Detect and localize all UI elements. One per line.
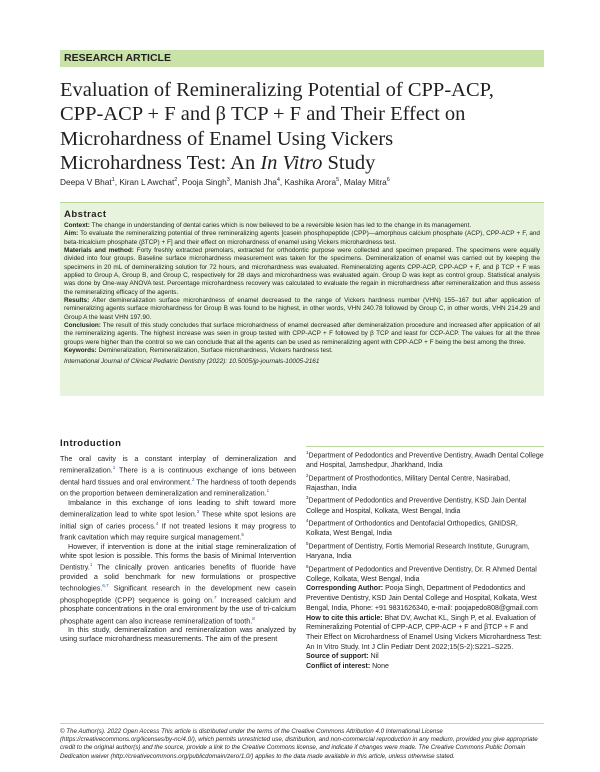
- title-line-3: Microhardness of Enamel Using Vickers: [60, 127, 394, 150]
- journal-citation: International Journal of Clinical Pediatric Dentistry (2022): 10.5005/jp-journals-10005-2161: [64, 357, 320, 365]
- title-line-2: CPP-ACP + F and β TCP + F and Their Effect on: [60, 103, 466, 126]
- title-line-4-suffix: Study: [322, 151, 376, 174]
- title-line-1: Evaluation of Remineralizing Potential of CPP-ACP,: [60, 79, 494, 101]
- affiliation: $^1$Department of Pedodontics and Preventive Dentistry, Awadh Dental College and Hospital, Jamshedpur, Jharkhand, India: [306, 450, 544, 470]
- author-affil-sup: 1: [111, 177, 115, 184]
- article-title: [60, 78, 550, 175]
- abstract-aim: Aim: To evaluate the remineralizing potential of three remineralizing agents [casein phosphopeptide (CPP)—amorphous calcium phosphate (ACP), CPP-ACP + F, and beta-tricalcium phosphate (βTCP) + F] and their effect on microhardness of enamel using Vickers microhardness test.: [64, 230, 540, 246]
- license-footer: © The Author(s). 2022 Open Access This article is distributed under the terms of the Creative Commons Attribution 4.0 International License (https://creativecommons.org/licenses/by-nc/4.0/), which permits unrestricted use, distribution, and non-commercial reproduction in any medium, provided you give appropriate credit to the original author(s) and the source, provide a link to the Creative Commons license, and indicate if changes were made. The Creative Commons Public Domain Dedication waiver (http://creativecommons.org/publicdomain/zero/1.0/) applies to the data made available in this article, unless otherwise stated.: [60, 728, 538, 760]
- abstract-box: [60, 202, 544, 396]
- abstract-context: Context: The change in understanding of dental caries which is now believed to be a reversible lesion has led to the change in its management.: [64, 222, 471, 229]
- title-line-4-prefix: Microhardness Test: An: [60, 151, 261, 174]
- intro-paragraph: Imbalance in this exchange of ions leading to shift toward more demineralization lead to white spot lesion.$^3$ These white spot lesions are initial sign of caries process.$^4$ If not treated lesions it may progress to frank cavitation which may require surgical management.$^5$: [60, 497, 297, 542]
- affiliations-section: [306, 448, 544, 672]
- affiliation: $^6$Department of Pedodontics and Preventive Dentistry, Dr. R Ahmed Dental College, Kolkata, West Bengal, India: [306, 563, 537, 583]
- intro-paragraph: The oral cavity is a constant interplay of demineralization and remineralization.$^1$ There is a is continuous exchange of ions between dental hard tissues and oral environment.$^2$ The hardness of tooth depends on the proportion between demineralization and remineralization.$^1$: [60, 454, 296, 498]
- author-affil-sup: 3: [226, 177, 230, 184]
- author: Kiran L Awchat: [119, 177, 175, 187]
- author-affil-sup: 5: [336, 177, 340, 184]
- introduction-section: [60, 438, 296, 644]
- author-affil-sup: 4: [276, 177, 280, 184]
- abstract-methods: Materials and method: Forty freshly extracted premolars, extracted for orthodontic purpose were collected and specimen prepared. The specimens were equally divided into four groups. Baseline surface microhardness measurement was taken for the specimens. Demineralization of enamel was carried out by keeping the specimens in 20 mL of demineralizing solution for 72 hours, and microhardness was evaluated. Remineralizing agents CPP-ACP, CPP-ACP + F, and β TCP + F was applied to Group A, Group B, and Group C, respectively for 28 days and microhardness was evaluated again. Group D was kept as control group. Statistical analysis was done by One-way ANOVA test. Percentage microhardness recovery was calculated to evaluate the regain in microhardness after remineralization and thus assess the remineralizing efficacy of the agents.: [64, 247, 541, 296]
- author: Deepa V Bhat: [60, 177, 112, 187]
- source-of-support: Source of support: Nil: [306, 653, 379, 661]
- title-line-4-italic: In Vitro: [260, 151, 323, 174]
- author: Pooja Singh: [181, 177, 227, 187]
- abstract-heading: Abstract: [64, 209, 107, 220]
- affiliation: $^2$Department of Prosthodontics, Military Dental Centre, Nasirabad, Rajasthan, India: [306, 472, 511, 492]
- how-to-cite: How to cite this article: Bhat DV, Awchat KL, Singh P, et al. Evaluation of Remineralizing Potential of CPP-ACP, CPP-ACP + F and βTCP + F and Their Effect on Microhardness of Enamel Using Vickers Microhardness Test: An In Vitro Study. Int J Clin Pediatr Dent 2022;15(S-2):S221–S225.: [306, 614, 542, 651]
- corresponding-author: Corresponding Author: Pooja Singh, Department of Pedodontics and Preventive Dentistry, KSD Jain Dental College and Hospital, Kolkata, West Bengal, India, Phone: +91 9831626340, e-mail: poojapedo808@gmail.com: [306, 585, 538, 612]
- intro-paragraph: In this study, demineralization and remineralization was analyzed by using surface microhardness measurements. The aim of the present: [60, 625, 296, 644]
- affiliation: $^3$Department of Pedodontics and Preventive Dentistry, KSD Jain Dental College and Hospital, Kolkata, West Bengal, India: [306, 495, 527, 515]
- author-affil-sup: 6: [386, 177, 390, 184]
- author-affil-sup: 2: [174, 177, 178, 184]
- author: Manish Jha: [234, 177, 277, 187]
- author-list: Deepa V Bhat$^1$, Kiran L Awchat$^2$, Pooja Singh$^3$, Manish Jha$^4$, Kashika Arora$^5$, Malay Mitra$^6$: [60, 177, 390, 187]
- intro-paragraph: However, if intervention is done at the initial stage remineralization of white spot lesion is possible. This forms the basis of Minimal Intervention Dentistry.$^1$ The clinically proven anticaries benefits of fluoride have provided a solid benchmark for new formulations or prospective technologies.$^{6,7}$ Significant research in the development new casein phosphopeptide (CPP) sequence is going on.$^7$ Increased calcium and phosphate concentrations in the oral environment by the use of tri-calcium phosphate agent can also increase remineralization of tooth.$^8$: [60, 541, 296, 625]
- author: Kashika Arora: [284, 177, 337, 187]
- affiliation: $^4$Department of Orthodontics and Dentofacial Orthopedics, GNIDSR, Kolkata, West Bengal, India: [306, 518, 518, 538]
- affiliation: $^5$Department of Dentistry, Fortis Memorial Research Institute, Gurugram, Haryana, India: [306, 540, 530, 560]
- introduction-heading: Introduction: [60, 438, 122, 449]
- affiliation-divider: [306, 446, 544, 447]
- abstract-conclusion: Conclusion: The result of this study concludes that surface microhardness of enamel decreased after demineralization procedure and increased after application of all the remineralizing agents. The highest increase was seen in group tested with CPP-ACP + F followed by β TCP and least for CCP-ACP. The values for all the three groups were higher than the control so we can conclude that all the agents can be used as remineralizing agent with CPP-ACP + F being the best among the three.: [64, 322, 540, 346]
- conflict-of-interest: Conflict of interest: None: [306, 663, 389, 671]
- abstract-keywords: Keywords: Demineralization, Remineralization, Surface microhardness, Vickers hardness test.: [64, 347, 333, 355]
- article-type-label: RESEARCH ARTICLE: [64, 52, 171, 64]
- article-type-banner: [60, 50, 544, 67]
- author: Malay Mitra: [343, 177, 387, 187]
- abstract-results: Results: After demineralization surface microhardness of enamel decreased to the range of Vickers hardness number (VHN) 155–167 but after application of remineralizing agents surface microhardness for Group B was found to be highest, in other words, VHN 240.78 followed by Group C, in other words, VHN 214.29 and Group A the least VHN 197.90.: [64, 297, 540, 321]
- footer-divider: [60, 723, 544, 724]
